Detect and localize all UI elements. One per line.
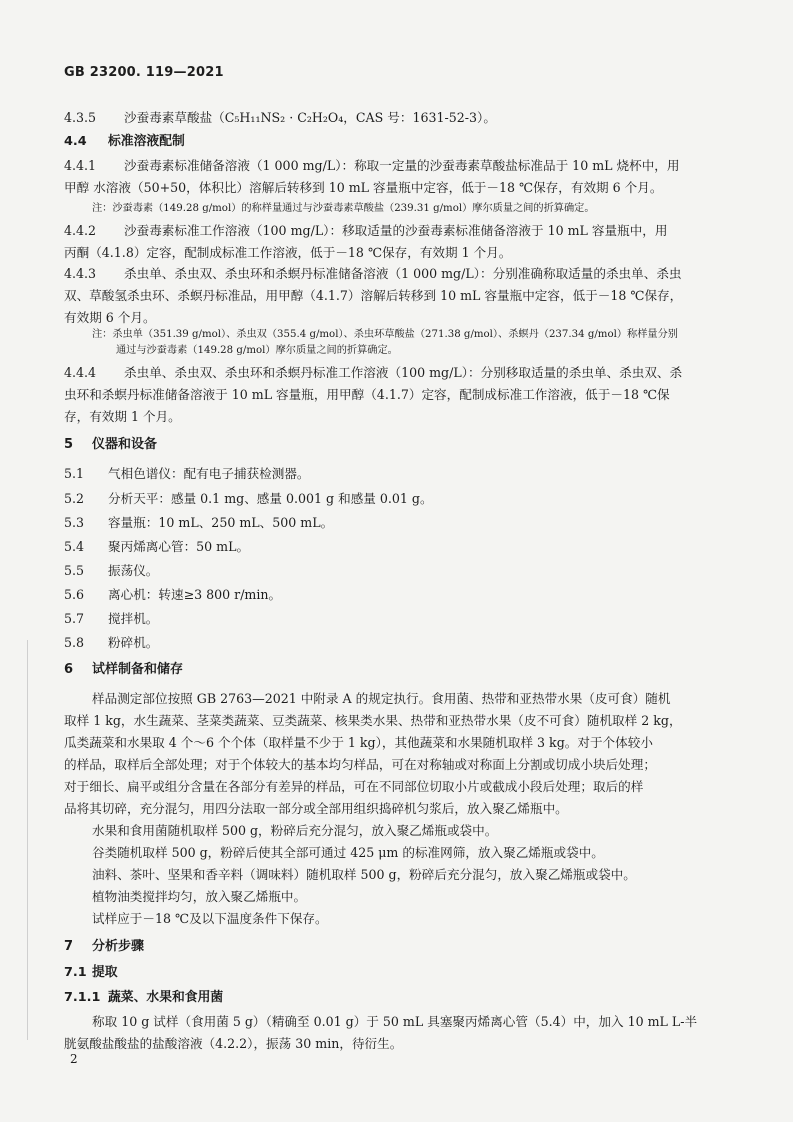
para-6-line4: 的样品，取样后全部处理；对于个体较大的基本均匀样品，可在对称轴或对称面上分割或切成小块后处理； [64,757,656,772]
clause-4-4-2: 4.4.2 沙蚕毒素标准工作溶液（100 mg/L）：移取适量的沙蚕毒素标准储备溶液于 10 mL 容量瓶中，用 [64,223,668,238]
heading-5: 5 仪器和设备 [64,437,158,452]
note-4-4-3-cont: 通过与沙蚕毒素（149.28 g/mol）摩尔质量之间的折算确定。 [116,345,398,356]
clause-5-1: 5.1 气相色谱仪：配有电子捕获检测器。 [64,466,310,481]
clause-4-3-5: 4.3.5 沙蚕毒素草酸盐（C₅H₁₁NS₂ · C₂H₂O₄，CAS 号：1631-52-3）。 [64,110,496,125]
heading-7-1: 7.1 提取 [64,965,118,980]
clause-4-4-3-cont1: 双、草酸氢杀虫环、杀螟丹标准品，用甲醇（4.1.7）溶解后转移到 10 mL 容量瓶中定容，低于－18 ℃保存， [64,288,683,303]
note-4-4-1: 注：沙蚕毒素（149.28 g/mol）的称样量通过与沙蚕毒素草酸盐（239.31 g/mol）摩尔质量之间的折算确定。 [92,203,595,214]
para-6-line1: 样品测定部位按照 GB 2763—2021 中附录 A 的规定执行。食用菌、热带和亚热带水果（皮可食）随机 [92,691,671,706]
heading-7-1-1: 7.1.1 蔬菜、水果和食用菌 [64,990,224,1005]
clause-5-6: 5.6 离心机：转速≥3 800 r/min。 [64,587,282,602]
clause-5-5: 5.5 振荡仪。 [64,563,159,578]
clause-4-4-3-cont2: 有效期 6 个月。 [64,310,156,325]
para-6-line6: 品将其切碎，充分混匀，用四分法取一部分或全部用组织捣碎机匀浆后，放入聚乙烯瓶中。 [64,801,568,816]
para-7-1-1-line1: 称取 10 g 试样（食用菌 5 g）（精确至 0.01 g）于 50 mL 具塞聚丙烯离心管（5.4）中，加入 10 mL L-半 [92,1014,698,1029]
clause-4-4-2-cont: 丙酮（4.1.8）定容，配制成标准工作溶液，低于－18 ℃保存，有效期 1 个月。 [64,245,512,260]
clause-4-4-4-cont1: 虫环和杀螟丹标准储备溶液于 10 mL 容量瓶，用甲醇（4.1.7）定容，配制成标准工作溶液，低于－18 ℃保 [64,387,670,402]
clause-4-4-3: 4.4.3 杀虫单、杀虫双、杀虫环和杀螟丹标准储备溶液（1 000 mg/L）：分别准确称取适量的杀虫单、杀虫 [64,266,682,281]
para-6-line3: 瓜类蔬菜和水果取 4 个～6 个个体（取样量不少于 1 kg），其他蔬菜和水果随机取样 3 kg。对于个体较小 [64,735,653,750]
para-6-grain: 谷类随机取样 500 g，粉碎后使其全部可通过 425 μm 的标准网筛，放入聚乙烯瓶或袋中。 [92,845,604,860]
para-7-1-1-line2: 胱氨酸盐酸盐的盐酸溶液（4.2.2），振荡 30 min，待衍生。 [64,1036,403,1051]
clause-5-7: 5.7 搅拌机。 [64,611,159,626]
para-6-fruit: 水果和食用菌随机取样 500 g，粉碎后充分混匀，放入聚乙烯瓶或袋中。 [92,823,498,838]
clause-4-4-4-cont2: 存，有效期 1 个月。 [64,409,181,424]
clause-4-4-4: 4.4.4 杀虫单、杀虫双、杀虫环和杀螟丹标准工作溶液（100 mg/L）：分别移取适量的杀虫单、杀虫双、杀 [64,365,683,380]
para-6-storage: 试样应于－18 ℃及以下温度条件下保存。 [92,911,328,926]
heading-6: 6 试样制备和储存 [64,662,184,677]
clause-4-4-1: 4.4.1 沙蚕毒素标准储备溶液（1 000 mg/L）：称取一定量的沙蚕毒素草酸盐标准品于 10 mL 烧杯中，用 [64,158,680,173]
scan-edge-shadow [27,640,28,1040]
clause-4-4-1-cont: 甲醇 水溶液（50+50，体积比）溶解后转移到 10 mL 容量瓶中定容，低于－18 ℃保存，有效期 6 个月。 [64,180,663,195]
para-6-line5: 对于细长、扁平或组分含量在各部分有差异的样品，可在不同部位切取小片或截成小段后处理；取后的样 [64,779,644,794]
clause-5-4: 5.4 聚丙烯离心管：50 mL。 [64,539,250,554]
heading-7: 7 分析步骤 [64,939,145,954]
note-4-4-3: 注：杀虫单（351.39 g/mol）、杀虫双（355.4 g/mol）、杀虫环草酸盐（271.38 g/mol）、杀螟丹（237.34 g/mol）称样量分别 [92,329,678,340]
page-number: 2 [70,1052,78,1066]
para-6-vegoil: 植物油类搅拌均匀，放入聚乙烯瓶中。 [92,889,307,904]
heading-4-4: 4.4 标准溶液配制 [64,134,185,149]
clause-5-2: 5.2 分析天平：感量 0.1 mg、感量 0.001 g 和感量 0.01 g。 [64,491,433,506]
clause-5-8: 5.8 粉碎机。 [64,635,159,650]
para-6-line2: 取样 1 kg，水生蔬菜、茎菜类蔬菜、豆类蔬菜、核果类水果、热带和亚热带水果（皮不可食）随机取样 2 kg， [64,713,682,728]
clause-5-3: 5.3 容量瓶：10 mL、250 mL、500 mL。 [64,515,334,530]
standard-header: GB 23200. 119—2021 [64,65,224,80]
para-6-oil: 油料、茶叶、坚果和香辛料（调味料）随机取样 500 g，粉碎后充分混匀，放入聚乙烯瓶或袋中。 [92,867,636,882]
